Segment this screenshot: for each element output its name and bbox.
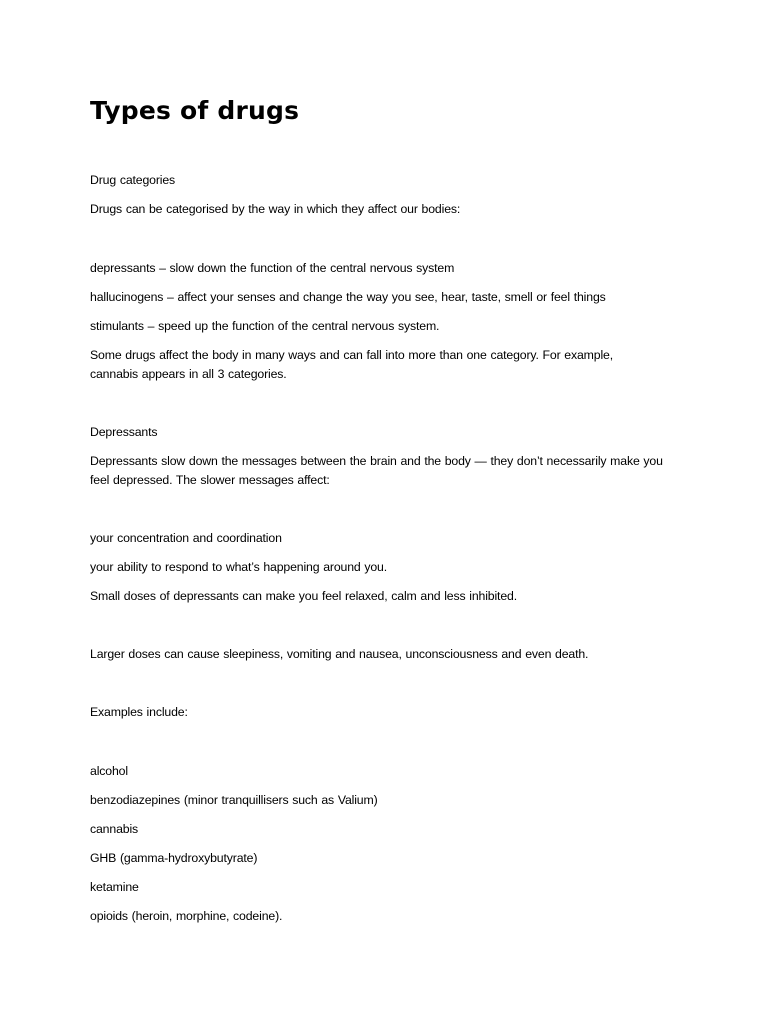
list-item-stimulants: stimulants – speed up the function of the central nervous system. <box>90 319 440 333</box>
document-title: Types of drugs <box>90 96 300 125</box>
example-item-cannabis: cannabis <box>90 822 139 836</box>
example-item-ghb: GHB (gamma-hydroxybutyrate) <box>90 851 258 865</box>
paragraph-intro: Drugs can be categorised by the way in which they affect our bodies: <box>90 202 461 216</box>
paragraph-examples-include: Examples include: <box>90 705 188 719</box>
subheading-depressants: Depressants <box>90 425 158 439</box>
list-item-ability-to-respond: your ability to respond to what’s happening around you. <box>90 560 388 574</box>
example-item-opioids: opioids (heroin, morphine, codeine). <box>90 909 283 923</box>
example-item-ketamine: ketamine <box>90 880 139 894</box>
list-item-depressants: depressants – slow down the function of the central nervous system <box>90 261 455 275</box>
example-item-alcohol: alcohol <box>90 764 128 778</box>
example-item-benzodiazepines: benzodiazepines (minor tranquillisers such as Valium) <box>90 793 378 807</box>
list-item-hallucinogens: hallucinogens – affect your senses and change the way you see, hear, taste, smell or feel things <box>90 290 606 304</box>
subheading-drug-categories: Drug categories <box>90 173 176 187</box>
list-item-concentration: your concentration and coordination <box>90 531 282 545</box>
paragraph-depressants-description: Depressants slow down the messages between the brain and the body — they don’t necessarily make you feel depressed. The slower messages affect: <box>90 454 663 487</box>
paragraph-multiple-categories: Some drugs affect the body in many ways and can fall into more than one category. For example, cannabis appears in all 3 categories. <box>90 348 613 381</box>
paragraph-small-doses: Small doses of depressants can make you feel relaxed, calm and less inhibited. <box>90 589 517 603</box>
paragraph-larger-doses: Larger doses can cause sleepiness, vomiting and nausea, unconsciousness and even death. <box>90 647 589 661</box>
